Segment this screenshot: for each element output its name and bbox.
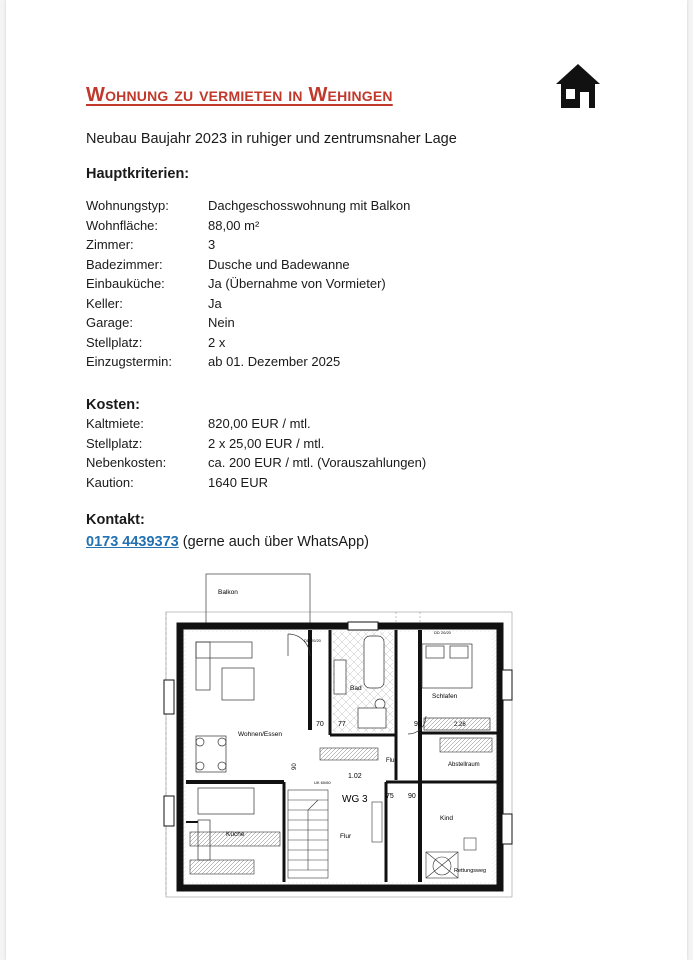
living-label: Wohnen/Essen — [238, 731, 282, 738]
criteria-label: Zimmer: — [86, 237, 134, 252]
criteria-label: Wohnfläche: — [86, 217, 159, 233]
criteria-value: Nein — [208, 315, 235, 330]
hauptkriterien-heading: Hauptkriterien: — [86, 166, 190, 182]
cost-label: Stellplatz: — [86, 435, 143, 451]
cost-row — [86, 436, 426, 456]
document-page — [6, 0, 687, 960]
child-room-label: Kind — [440, 815, 454, 822]
house-icon — [554, 62, 602, 110]
criteria-label: Einbauküche: — [86, 276, 165, 291]
floor-plan — [158, 570, 518, 906]
kitchen-label: Küche — [226, 831, 245, 838]
criteria-value: ab 01. Dezember 2025 — [208, 354, 341, 369]
criteria-value: Ja (Übernahme von Vormieter) — [208, 276, 386, 291]
hauptkriterien-list — [86, 198, 410, 374]
criteria-row — [86, 257, 410, 277]
floor-plan-drawing — [158, 570, 518, 906]
criteria-value: Ja — [208, 295, 222, 311]
unit-label: WG 3 — [342, 794, 368, 805]
criteria-row — [86, 218, 410, 238]
criteria-label: Keller: — [86, 295, 123, 311]
bedroom-label: Schlafen — [432, 693, 458, 700]
dim-226: 2.26 — [454, 722, 466, 728]
wardrobe — [320, 748, 378, 760]
cost-label: Nebenkosten: — [86, 455, 167, 470]
criteria-row — [86, 296, 410, 316]
criteria-label: Einzugstermin: — [86, 354, 172, 369]
phone-link[interactable]: 0173 4439373 — [86, 534, 179, 550]
kitchen-counter-2 — [190, 860, 254, 874]
criteria-row — [86, 198, 410, 218]
balcony-label: Balkon — [218, 589, 238, 596]
kontakt-heading: Kontakt: — [86, 512, 145, 528]
dim-77: 77 — [338, 721, 346, 728]
cost-value: 2 x 25,00 EUR / mtl. — [208, 435, 325, 451]
cost-row — [86, 475, 426, 495]
bathroom-label: Bad — [350, 685, 362, 692]
cost-label: Kaution: — [86, 474, 134, 490]
cost-label: Kaltmiete: — [86, 416, 144, 431]
cost-value: 820,00 EUR / mtl. — [208, 416, 311, 431]
balcony — [206, 574, 310, 626]
dim-90b: 90 — [408, 793, 416, 800]
criteria-row — [86, 276, 410, 296]
kosten-list — [86, 416, 426, 494]
escape-route-label: Rettungsweg — [454, 868, 487, 874]
criteria-label: Wohnungstyp: — [86, 198, 169, 213]
criteria-value: Dusche und Badewanne — [208, 256, 350, 272]
contact-note: (gerne auch über WhatsApp) — [178, 534, 369, 550]
criteria-label: Badezimmer: — [86, 256, 163, 272]
criteria-row — [86, 237, 410, 257]
storage-label: Abstellraum — [448, 762, 480, 768]
criteria-row — [86, 335, 410, 355]
door-dim-2: DD 20/20 — [434, 630, 451, 635]
cost-row — [86, 455, 426, 475]
criteria-value: 3 — [208, 237, 216, 252]
criteria-label: Stellplatz: — [86, 334, 143, 350]
dim-90a: 90 — [414, 721, 422, 728]
dim-75: 75 — [386, 793, 394, 800]
kosten-heading: Kosten: — [86, 397, 140, 413]
contact-line — [86, 534, 369, 550]
cost-value: ca. 200 EUR / mtl. (Vorauszahlungen) — [208, 455, 427, 470]
criteria-row — [86, 315, 410, 335]
dim-70: 70 — [316, 721, 324, 728]
criteria-row — [86, 354, 410, 374]
uk-label: UK 60/60 — [314, 780, 331, 785]
cost-row — [86, 416, 426, 436]
criteria-value: Dachgeschosswohnung mit Balkon — [208, 198, 411, 213]
subtitle: Neubau Baujahr 2023 in ruhiger und zentrumsnaher Lage — [86, 131, 457, 147]
door-dim-1: DD 20/20 — [304, 638, 321, 643]
criteria-label: Garage: — [86, 315, 133, 330]
storage-shelves — [440, 738, 492, 752]
cost-value: 1640 EUR — [208, 474, 268, 490]
page-title: Wohnung zu vermieten in Wehingen — [86, 84, 393, 106]
dim-102: 1.02 — [348, 773, 362, 780]
hall-small-label: Flur — [386, 758, 397, 764]
criteria-value: 88,00 m² — [208, 217, 260, 233]
criteria-value: 2 x — [208, 334, 226, 350]
dim-90c: 90 — [292, 763, 298, 770]
hall-label: Flur — [340, 833, 352, 840]
